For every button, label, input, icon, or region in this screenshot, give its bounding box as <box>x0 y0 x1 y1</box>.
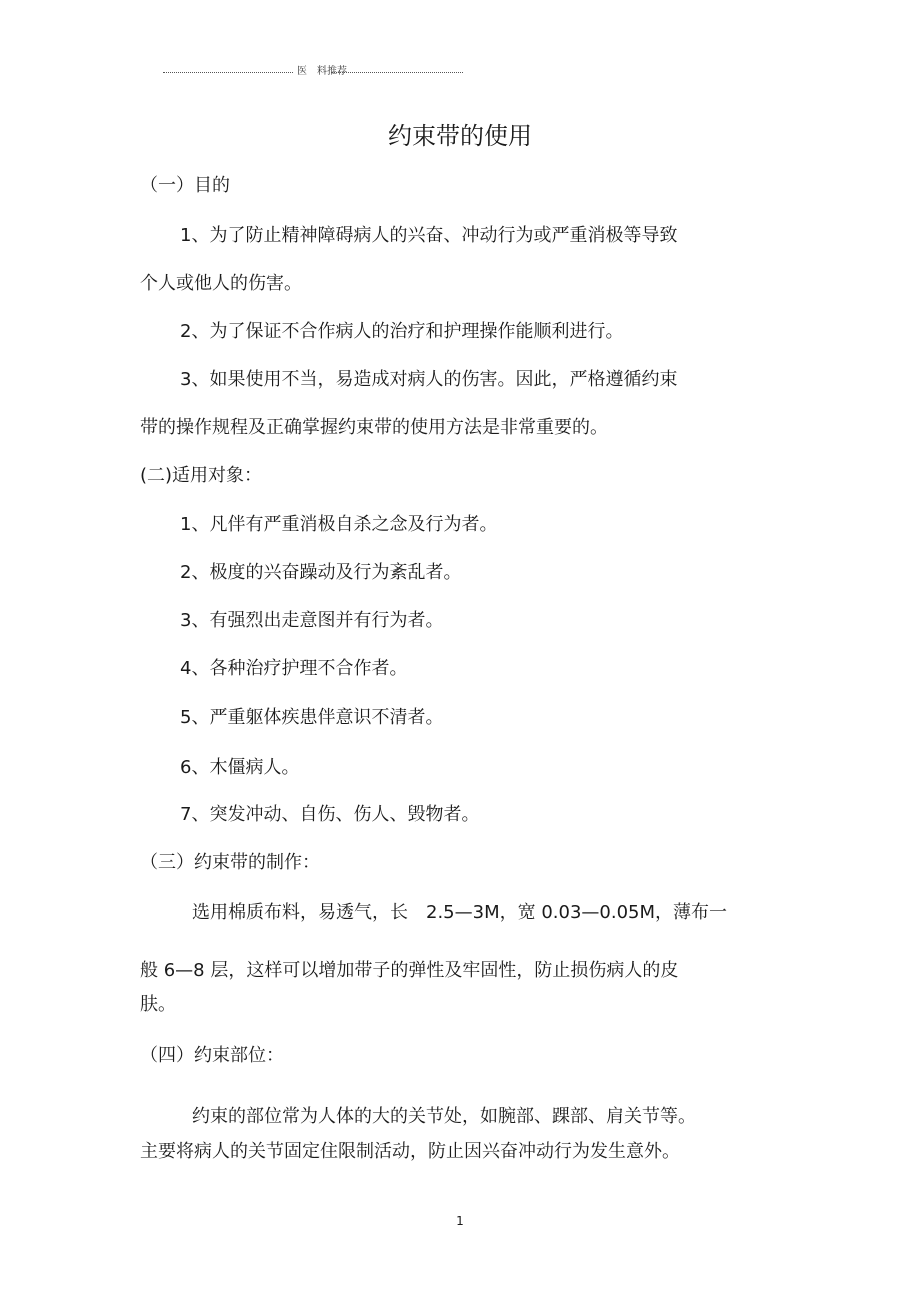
section-1-item-2: 2、为了保证不合作病人的治疗和护理操作能顺利进行。 <box>180 321 624 342</box>
list-item: 6、木僵病人。 <box>180 757 300 778</box>
section-4-heading: （四）约束部位： <box>140 1045 284 1066</box>
running-header <box>163 64 463 80</box>
section-4-line-1: 约束的部位常为人体的大的关节处，如腕部、踝部、肩关节等。 <box>192 1106 696 1127</box>
section-4-line-2: 主要将病人的关节固定住限制活动，防止因兴奋冲动行为发生意外。 <box>140 1141 680 1162</box>
header-label: 医 料推荐 <box>297 66 347 77</box>
header-dotted-rule-left <box>163 72 293 73</box>
section-1-item-3-line-1: 3、如果使用不当，易造成对病人的伤害。因此，严格遵循约束 <box>180 369 678 390</box>
section-3-heading: （三）约束带的制作： <box>140 852 320 873</box>
list-item: 5、严重躯体疾患伴意识不清者。 <box>180 707 444 728</box>
list-item: 7、突发冲动、自伤、伤人、毁物者。 <box>180 804 480 825</box>
header-dotted-rule-right <box>331 72 463 73</box>
list-item: 3、有强烈出走意图并有行为者。 <box>180 610 444 631</box>
list-item: 2、极度的兴奋躁动及行为紊乱者。 <box>180 562 462 583</box>
section-1-item-1-line-2: 个人或他人的伤害。 <box>140 273 302 294</box>
section-3-line-1: 选用棉质布料，易透气，长 2.5—3M，宽 0.03—0.05M，薄布一 <box>192 902 728 923</box>
section-1-item-1-line-1: 1、为了防止精神障碍病人的兴奋、冲动行为或严重消极等导致 <box>180 225 678 246</box>
list-item: 1、凡伴有严重消极自杀之念及行为者。 <box>180 514 498 535</box>
page-title: 约束带的使用 <box>388 122 532 150</box>
section-3-line-3: 肤。 <box>140 994 176 1015</box>
section-3-line-2: 般 6—8 层，这样可以增加带子的弹性及牢固性，防止损伤病人的皮 <box>140 960 679 981</box>
page-number: 1 <box>456 1214 464 1228</box>
section-1-heading: （一）目的 <box>140 175 230 196</box>
list-item: 4、各种治疗护理不合作者。 <box>180 658 408 679</box>
section-1-item-3-line-2: 带的操作规程及正确掌握约束带的使用方法是非常重要的。 <box>140 417 608 438</box>
section-2-heading: (二)适用对象： <box>140 465 263 486</box>
